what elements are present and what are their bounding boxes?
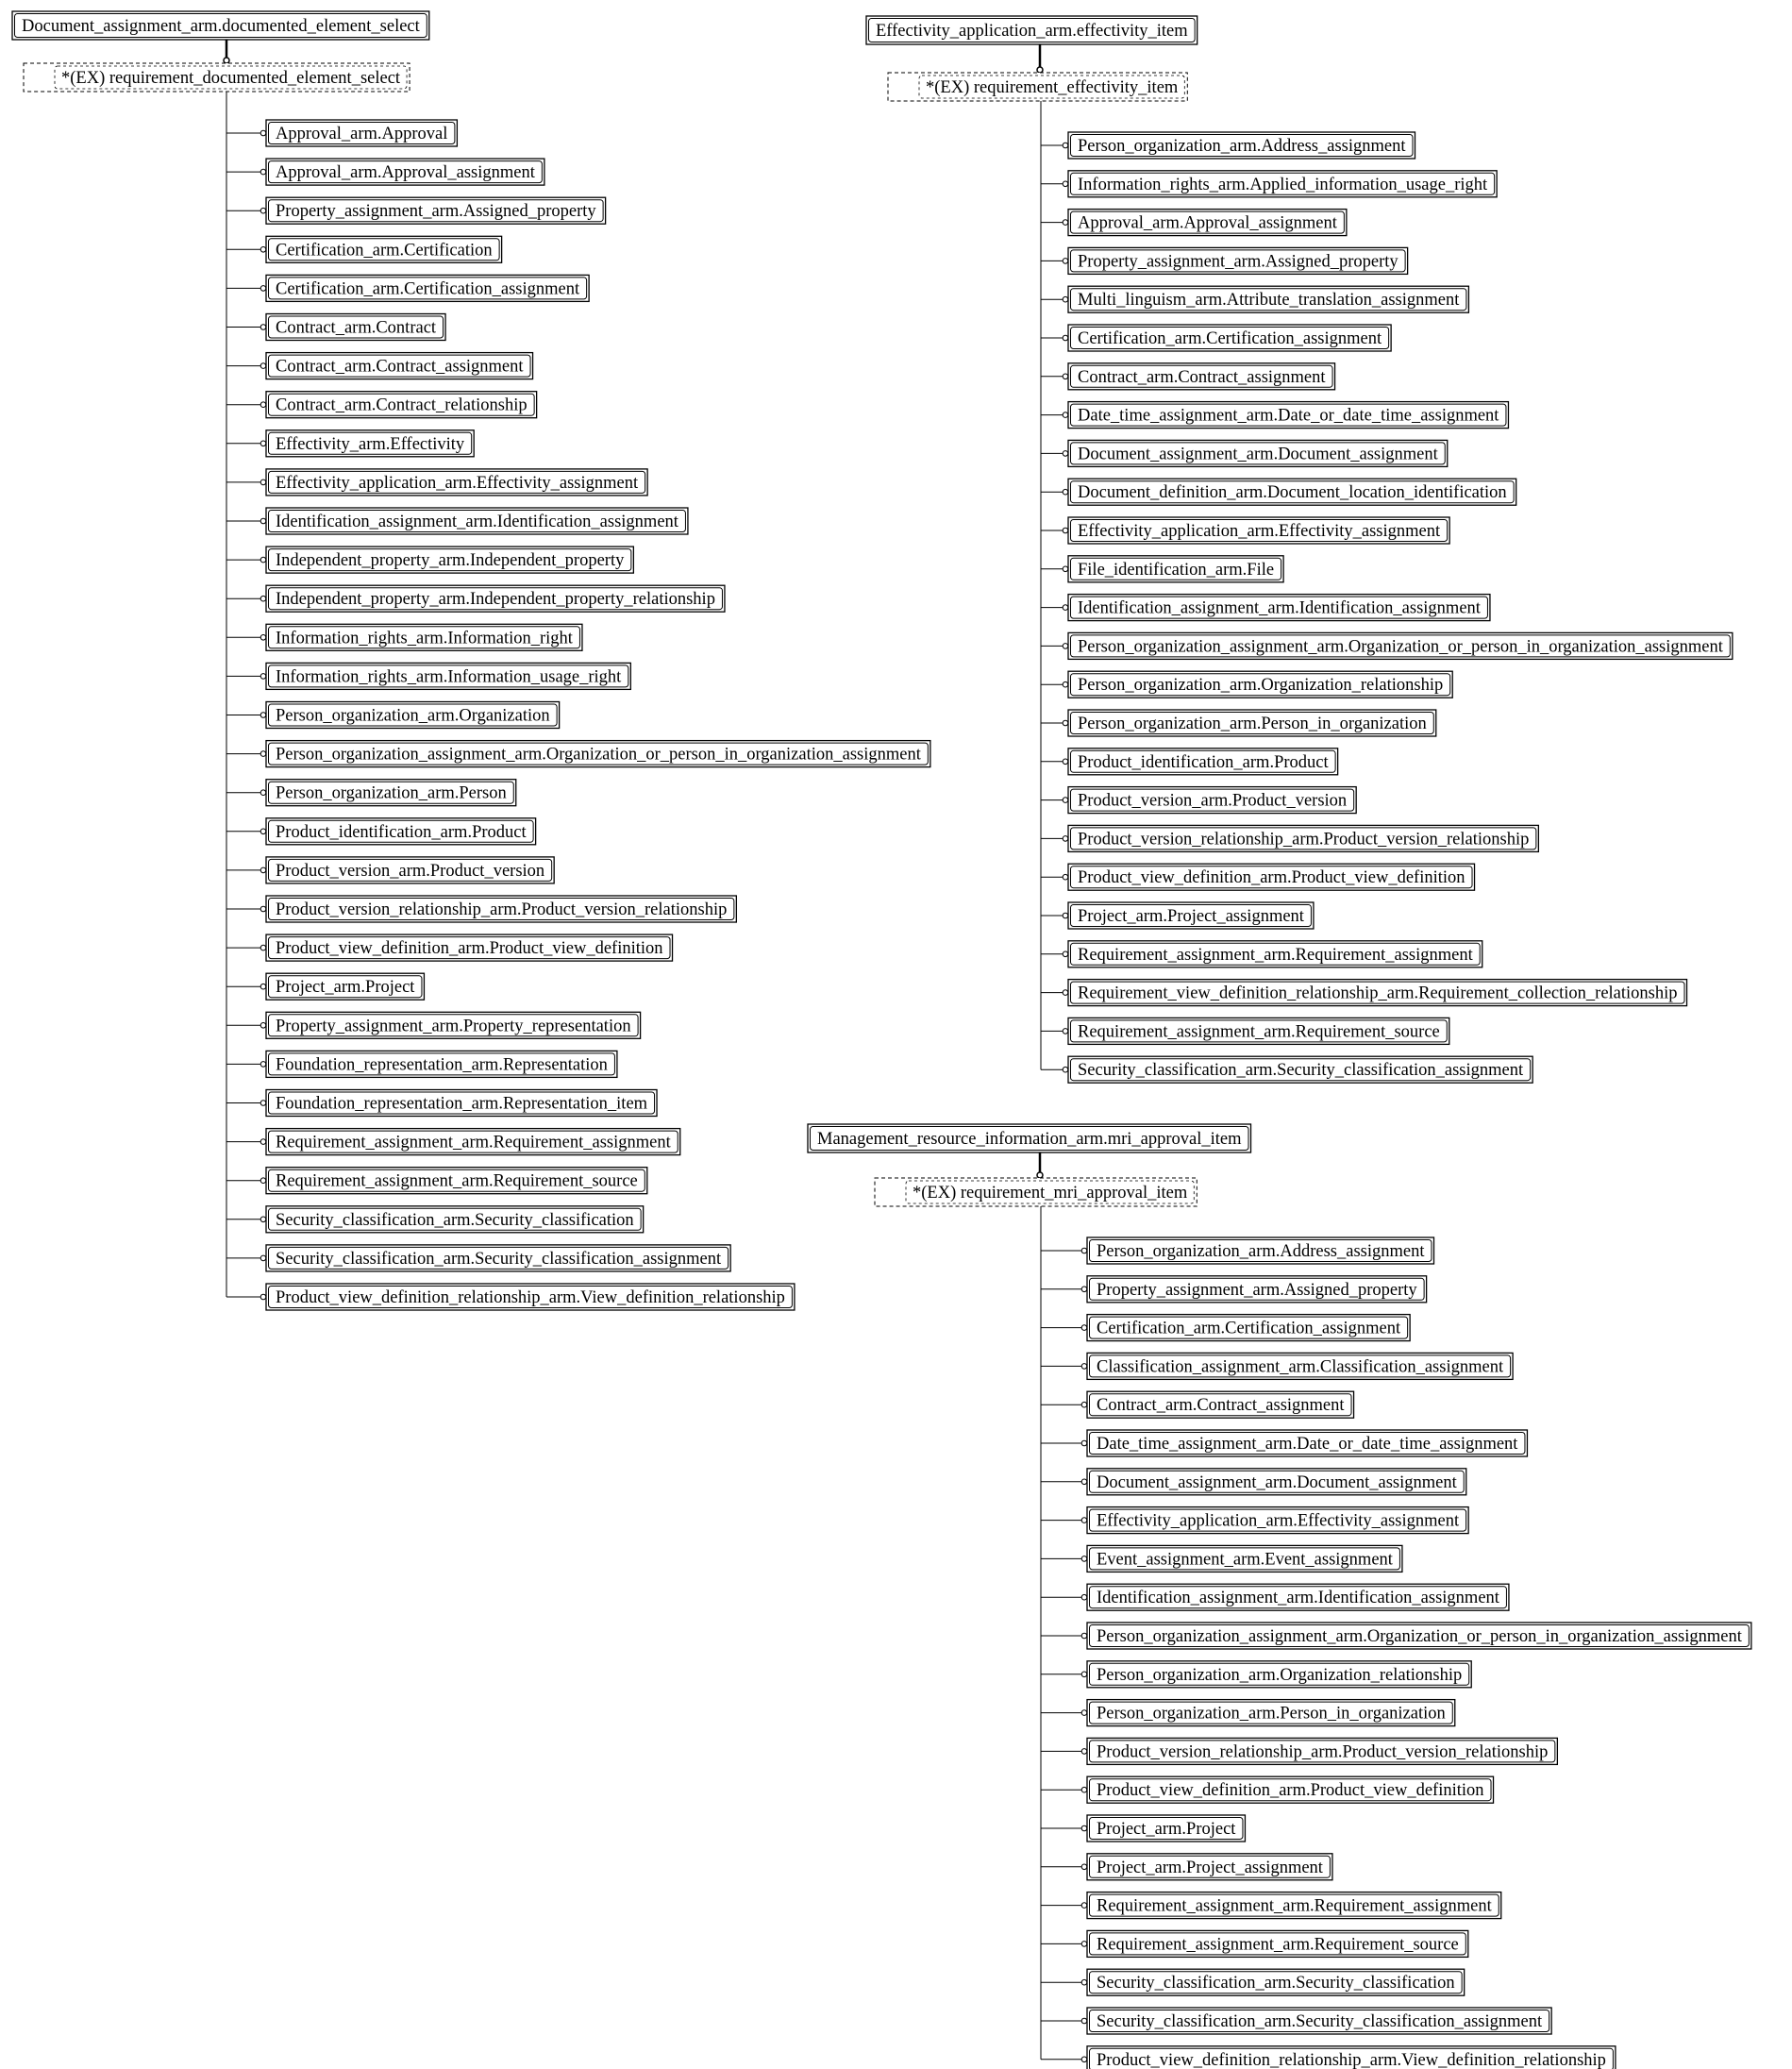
select-item xyxy=(226,353,533,379)
select-item xyxy=(1041,1930,1468,1957)
item-label: Security_classification_arm.Security_classification xyxy=(276,1210,634,1230)
item-end-circle xyxy=(1063,1067,1068,1072)
item-end-circle xyxy=(1063,913,1068,918)
select-item xyxy=(1041,440,1448,466)
select-item xyxy=(1041,1776,1494,1803)
item-end-circle xyxy=(1063,220,1068,226)
select-item xyxy=(1041,556,1283,582)
select-item xyxy=(1041,749,1338,775)
select-item xyxy=(226,741,930,767)
item-end-circle xyxy=(1081,1518,1087,1523)
item-end-circle xyxy=(1063,1029,1068,1034)
select-item xyxy=(1041,363,1335,390)
extension-label: *(EX) requirement_documented_element_select xyxy=(61,69,401,88)
item-end-circle xyxy=(260,479,266,485)
item-end-circle xyxy=(1063,605,1068,611)
select-item xyxy=(1041,1018,1449,1044)
item-end-circle xyxy=(260,208,266,213)
item-end-circle xyxy=(260,867,266,873)
item-label: Person_organization_arm.Address_assignment xyxy=(1078,137,1406,156)
item-end-circle xyxy=(1063,990,1068,996)
item-end-circle xyxy=(1081,1594,1087,1600)
select-item xyxy=(1041,247,1408,274)
item-end-circle xyxy=(260,713,266,718)
select-item xyxy=(1041,671,1452,698)
item-label: Requirement_assignment_arm.Requirement_source xyxy=(1078,1022,1440,1042)
item-label: Multi_linguism_arm.Attribute_translation_assignment xyxy=(1078,291,1460,311)
select-item xyxy=(226,973,424,1000)
item-end-circle xyxy=(1063,412,1068,418)
item-end-circle xyxy=(260,945,266,950)
item-end-circle xyxy=(1081,1325,1087,1331)
item-end-circle xyxy=(1063,759,1068,765)
select-item xyxy=(226,663,630,689)
item-label: Person_organization_arm.Person_in_organization xyxy=(1078,715,1427,733)
item-label: Information_rights_arm.Information_usage_right xyxy=(276,667,622,687)
item-label: Product_version_arm.Product_version xyxy=(1078,791,1348,811)
item-label: Approval_arm.Approval_assignment xyxy=(1078,213,1337,233)
item-label: File_identification_arm.File xyxy=(1078,560,1275,580)
item-label: Information_rights_arm.Applied_information_usage_right xyxy=(1078,175,1488,194)
select-item xyxy=(1041,595,1490,621)
item-label: Person_organization_arm.Person_in_organization xyxy=(1097,1704,1446,1724)
item-label: Effectivity_application_arm.Effectivity_assignment xyxy=(1078,522,1441,541)
item-label: Contract_arm.Contract xyxy=(276,318,437,338)
item-label: Identification_assignment_arm.Identification_assignment xyxy=(276,513,678,531)
select-item xyxy=(226,818,536,845)
select-item xyxy=(226,275,589,301)
select-item xyxy=(1041,1391,1354,1418)
item-label: Product_view_definition_relationship_arm.View_definition_relationship xyxy=(1097,2050,1606,2069)
item-end-circle xyxy=(1081,1440,1087,1446)
item-label: Project_arm.Project_assignment xyxy=(1097,1858,1323,1877)
select-item xyxy=(1041,864,1475,890)
item-end-circle xyxy=(1081,1556,1087,1562)
select-item xyxy=(226,1012,641,1038)
item-label: Security_classification_arm.Security_classification_assignment xyxy=(1097,2012,1543,2031)
select-item xyxy=(1041,980,1687,1006)
item-label: Project_arm.Project_assignment xyxy=(1078,907,1304,926)
item-end-circle xyxy=(1063,181,1068,187)
item-label: Property_assignment_arm.Assigned_property xyxy=(1078,252,1398,272)
select-item xyxy=(1041,479,1516,505)
item-end-circle xyxy=(260,596,266,601)
item-label: Approval_arm.Approval_assignment xyxy=(276,163,535,183)
item-end-circle xyxy=(1081,1979,1087,1985)
select-type-label: Effectivity_application_arm.effectivity_item xyxy=(876,22,1188,41)
item-label: Security_classification_arm.Security_classification_assignment xyxy=(1078,1061,1524,1081)
select-item xyxy=(1041,1854,1332,1880)
select-item xyxy=(1041,286,1468,312)
item-end-circle xyxy=(1063,644,1068,649)
item-label: Product_identification_arm.Product xyxy=(276,822,527,842)
select-item xyxy=(226,896,736,922)
item-end-circle xyxy=(260,906,266,912)
select-item xyxy=(1041,941,1482,967)
item-end-circle xyxy=(260,829,266,834)
select-item xyxy=(1041,1353,1513,1379)
select-item xyxy=(226,120,457,146)
select-item xyxy=(226,1284,795,1310)
select-item xyxy=(1041,787,1356,814)
item-end-circle xyxy=(260,1217,266,1222)
item-label: Product_version_relationship_arm.Product_version_relationship xyxy=(1097,1742,1549,1762)
item-end-circle xyxy=(1063,720,1068,726)
item-label: Identification_assignment_arm.Identification_assignment xyxy=(1097,1589,1499,1608)
item-end-circle xyxy=(1063,335,1068,341)
select-item xyxy=(226,547,633,573)
item-label: Security_classification_arm.Security_classification xyxy=(1097,1974,1455,1993)
select-item xyxy=(1041,2008,1551,2034)
item-label: Contract_arm.Contract_assignment xyxy=(276,357,524,377)
item-label: Document_assignment_arm.Document_assignment xyxy=(1078,445,1438,464)
item-end-circle xyxy=(260,1139,266,1145)
item-end-circle xyxy=(260,1062,266,1068)
item-end-circle xyxy=(260,751,266,757)
item-end-circle xyxy=(1063,296,1068,302)
item-end-circle xyxy=(260,130,266,136)
select-item xyxy=(226,857,554,883)
select-item xyxy=(226,430,474,457)
select-item xyxy=(226,1129,680,1155)
select-type-label: Document_assignment_arm.documented_element_select xyxy=(22,17,420,36)
connector-end-circle xyxy=(1037,67,1043,73)
select-item xyxy=(226,469,647,496)
item-end-circle xyxy=(1063,489,1068,495)
item-end-circle xyxy=(260,286,266,292)
item-label: Person_organization_assignment_arm.Organization_or_person_in_organization_assignment xyxy=(1078,637,1723,657)
select-group-documented-element-select xyxy=(12,11,930,1310)
select-item xyxy=(1041,1892,1501,1919)
select-item xyxy=(226,624,582,650)
item-label: Requirement_assignment_arm.Requirement_source xyxy=(276,1171,638,1191)
select-item xyxy=(1041,632,1733,659)
item-end-circle xyxy=(1081,1633,1087,1639)
item-end-circle xyxy=(260,441,266,446)
item-end-circle xyxy=(1081,1479,1087,1485)
item-label: Person_organization_arm.Address_assignment xyxy=(1097,1242,1425,1261)
item-label: Contract_arm.Contract_relationship xyxy=(276,395,528,415)
select-item xyxy=(1041,1237,1434,1264)
item-end-circle xyxy=(260,325,266,330)
select-item xyxy=(226,1168,647,1194)
select-item xyxy=(1041,1469,1466,1495)
item-label: Certification_arm.Certification_assignment xyxy=(1097,1319,1401,1338)
select-item xyxy=(226,314,445,341)
select-item xyxy=(1041,517,1449,544)
item-end-circle xyxy=(1063,374,1068,379)
item-end-circle xyxy=(1081,1903,1087,1909)
extension-label: *(EX) requirement_effectivity_item xyxy=(926,78,1179,97)
select-item xyxy=(226,236,502,262)
item-end-circle xyxy=(1081,1825,1087,1831)
select-item xyxy=(1041,1969,1465,1995)
connector-end-circle xyxy=(1037,1172,1043,1178)
item-end-circle xyxy=(1063,259,1068,264)
select-item xyxy=(1041,1700,1455,1726)
item-label: Product_view_definition_arm.Product_view_definition xyxy=(276,939,663,959)
item-label: Date_time_assignment_arm.Date_or_date_time_assignment xyxy=(1078,406,1499,426)
select-item xyxy=(226,508,688,534)
item-end-circle xyxy=(1081,1942,1087,1947)
item-label: Certification_arm.Certification_assignment xyxy=(276,279,580,299)
item-end-circle xyxy=(260,363,266,369)
item-label: Classification_assignment_arm.Classification_assignment xyxy=(1097,1357,1504,1377)
select-item xyxy=(226,1090,657,1117)
select-item xyxy=(1041,402,1508,429)
item-label: Person_organization_arm.Organization xyxy=(276,706,550,726)
item-end-circle xyxy=(1063,681,1068,687)
select-item xyxy=(226,197,606,224)
item-end-circle xyxy=(1081,1287,1087,1292)
item-label: Property_assignment_arm.Property_representation xyxy=(276,1017,631,1036)
select-item xyxy=(226,1245,730,1271)
item-end-circle xyxy=(1063,451,1068,457)
item-end-circle xyxy=(260,169,266,175)
item-label: Independent_property_arm.Independent_property xyxy=(276,551,625,571)
select-item xyxy=(1041,1430,1527,1456)
item-label: Effectivity_application_arm.Effectivity_assignment xyxy=(276,473,639,493)
item-end-circle xyxy=(1063,951,1068,957)
item-end-circle xyxy=(260,674,266,680)
item-end-circle xyxy=(1081,1864,1087,1870)
select-item xyxy=(226,702,560,729)
select-item xyxy=(1041,1584,1509,1610)
select-item xyxy=(1041,132,1415,159)
item-label: Property_assignment_arm.Assigned_property xyxy=(1097,1280,1417,1300)
item-label: Document_definition_arm.Document_location_identification xyxy=(1078,483,1507,503)
item-end-circle xyxy=(1081,2018,1087,2024)
item-label: Requirement_assignment_arm.Requirement_source xyxy=(1097,1935,1459,1955)
item-label: Identification_assignment_arm.Identification_assignment xyxy=(1078,598,1481,618)
select-item xyxy=(226,780,516,806)
select-item xyxy=(1041,2046,1616,2069)
select-type-label: Management_resource_information_arm.mri_approval_item xyxy=(817,1130,1242,1149)
item-label: Product_version_relationship_arm.Product_version_relationship xyxy=(1078,830,1530,849)
extension-label: *(EX) requirement_mri_approval_item xyxy=(913,1184,1188,1203)
item-label: Document_assignment_arm.Document_assignment xyxy=(1097,1472,1457,1492)
item-label: Effectivity_arm.Effectivity xyxy=(276,434,465,454)
select-item xyxy=(1041,325,1391,351)
item-label: Property_assignment_arm.Assigned_property xyxy=(276,202,596,222)
item-end-circle xyxy=(1063,836,1068,842)
item-end-circle xyxy=(260,402,266,408)
item-label: Foundation_representation_arm.Representation_item xyxy=(276,1094,648,1114)
item-end-circle xyxy=(1063,143,1068,148)
item-label: Independent_property_arm.Independent_property_relationship xyxy=(276,590,715,610)
select-item xyxy=(226,934,673,961)
item-end-circle xyxy=(260,518,266,524)
item-label: Certification_arm.Certification xyxy=(276,241,493,261)
item-end-circle xyxy=(1081,1787,1087,1792)
select-item xyxy=(1041,902,1314,929)
item-end-circle xyxy=(260,790,266,796)
item-label: Product_version_relationship_arm.Product_version_relationship xyxy=(276,900,728,919)
item-end-circle xyxy=(1081,1248,1087,1253)
item-label: Person_organization_arm.Organization_relationship xyxy=(1078,676,1444,696)
item-label: Contract_arm.Contract_assignment xyxy=(1078,367,1326,387)
item-label: Contract_arm.Contract_assignment xyxy=(1097,1396,1345,1416)
select-item xyxy=(1041,1276,1427,1303)
item-end-circle xyxy=(260,1255,266,1261)
select-item xyxy=(1041,1056,1532,1083)
item-end-circle xyxy=(1081,1710,1087,1716)
item-end-circle xyxy=(1081,1402,1087,1407)
select-item xyxy=(226,1051,617,1077)
item-label: Effectivity_application_arm.Effectivity_assignment xyxy=(1097,1511,1460,1531)
item-label: Information_rights_arm.Information_right xyxy=(276,629,573,648)
item-label: Product_version_arm.Product_version xyxy=(276,861,545,881)
item-end-circle xyxy=(260,557,266,563)
item-label: Project_arm.Project xyxy=(276,978,415,998)
item-end-circle xyxy=(260,1023,266,1029)
item-label: Person_organization_arm.Organization_relationship xyxy=(1097,1665,1463,1685)
item-end-circle xyxy=(1081,1364,1087,1370)
item-label: Person_organization_assignment_arm.Organization_or_person_in_organization_assignment xyxy=(276,745,921,765)
item-label: Approval_arm.Approval xyxy=(276,125,448,143)
item-label: Project_arm.Project xyxy=(1097,1820,1236,1839)
item-end-circle xyxy=(260,1178,266,1184)
item-end-circle xyxy=(260,984,266,989)
select-item xyxy=(1041,1545,1402,1572)
item-label: Product_view_definition_arm.Product_view_definition xyxy=(1078,868,1465,888)
select-item xyxy=(226,159,544,185)
item-label: Event_assignment_arm.Event_assignment xyxy=(1097,1550,1393,1570)
item-label: Requirement_view_definition_relationship_arm.Requirement_collection_relationship xyxy=(1078,984,1678,1003)
select-item xyxy=(1041,1661,1471,1688)
item-label: Date_time_assignment_arm.Date_or_date_time_assignment xyxy=(1097,1435,1518,1454)
item-end-circle xyxy=(260,1101,266,1106)
select-item xyxy=(226,585,725,612)
item-label: Certification_arm.Certification_assignment xyxy=(1078,329,1382,348)
item-end-circle xyxy=(260,247,266,253)
item-end-circle xyxy=(260,1294,266,1300)
select-group-effectivity-item xyxy=(866,16,1733,1083)
connector-end-circle xyxy=(224,58,229,63)
select-group-mri-approval-item xyxy=(808,1124,1751,2069)
item-end-circle xyxy=(1063,798,1068,803)
select-item xyxy=(226,392,537,418)
select-item xyxy=(1041,825,1538,851)
select-item xyxy=(1041,171,1497,197)
item-end-circle xyxy=(1063,874,1068,880)
item-end-circle xyxy=(1063,528,1068,533)
select-item xyxy=(1041,1623,1751,1649)
select-item xyxy=(1041,210,1347,236)
select-item xyxy=(226,1206,644,1233)
item-label: Requirement_assignment_arm.Requirement_assignment xyxy=(1078,945,1473,965)
item-label: Product_view_definition_arm.Product_view_definition xyxy=(1097,1781,1484,1801)
item-label: Person_organization_arm.Person xyxy=(276,783,507,803)
item-label: Product_identification_arm.Product xyxy=(1078,752,1329,772)
item-label: Requirement_assignment_arm.Requirement_assignment xyxy=(1097,1896,1492,1916)
item-label: Security_classification_arm.Security_classification_assignment xyxy=(276,1249,722,1269)
item-label: Person_organization_assignment_arm.Organization_or_person_in_organization_assignment xyxy=(1097,1627,1742,1646)
item-label: Product_view_definition_relationship_arm.View_definition_relationship xyxy=(276,1288,785,1307)
select-item xyxy=(1041,1815,1245,1842)
item-end-circle xyxy=(1081,1749,1087,1755)
item-end-circle xyxy=(1081,1672,1087,1677)
select-item xyxy=(1041,1738,1557,1764)
item-end-circle xyxy=(260,635,266,641)
item-label: Requirement_assignment_arm.Requirement_assignment xyxy=(276,1133,671,1152)
item-end-circle xyxy=(1081,2057,1087,2062)
select-item xyxy=(1041,710,1436,736)
select-item xyxy=(1041,1315,1410,1341)
item-end-circle xyxy=(1063,566,1068,572)
item-label: Foundation_representation_arm.Representation xyxy=(276,1055,608,1075)
select-item xyxy=(1041,1507,1468,1534)
